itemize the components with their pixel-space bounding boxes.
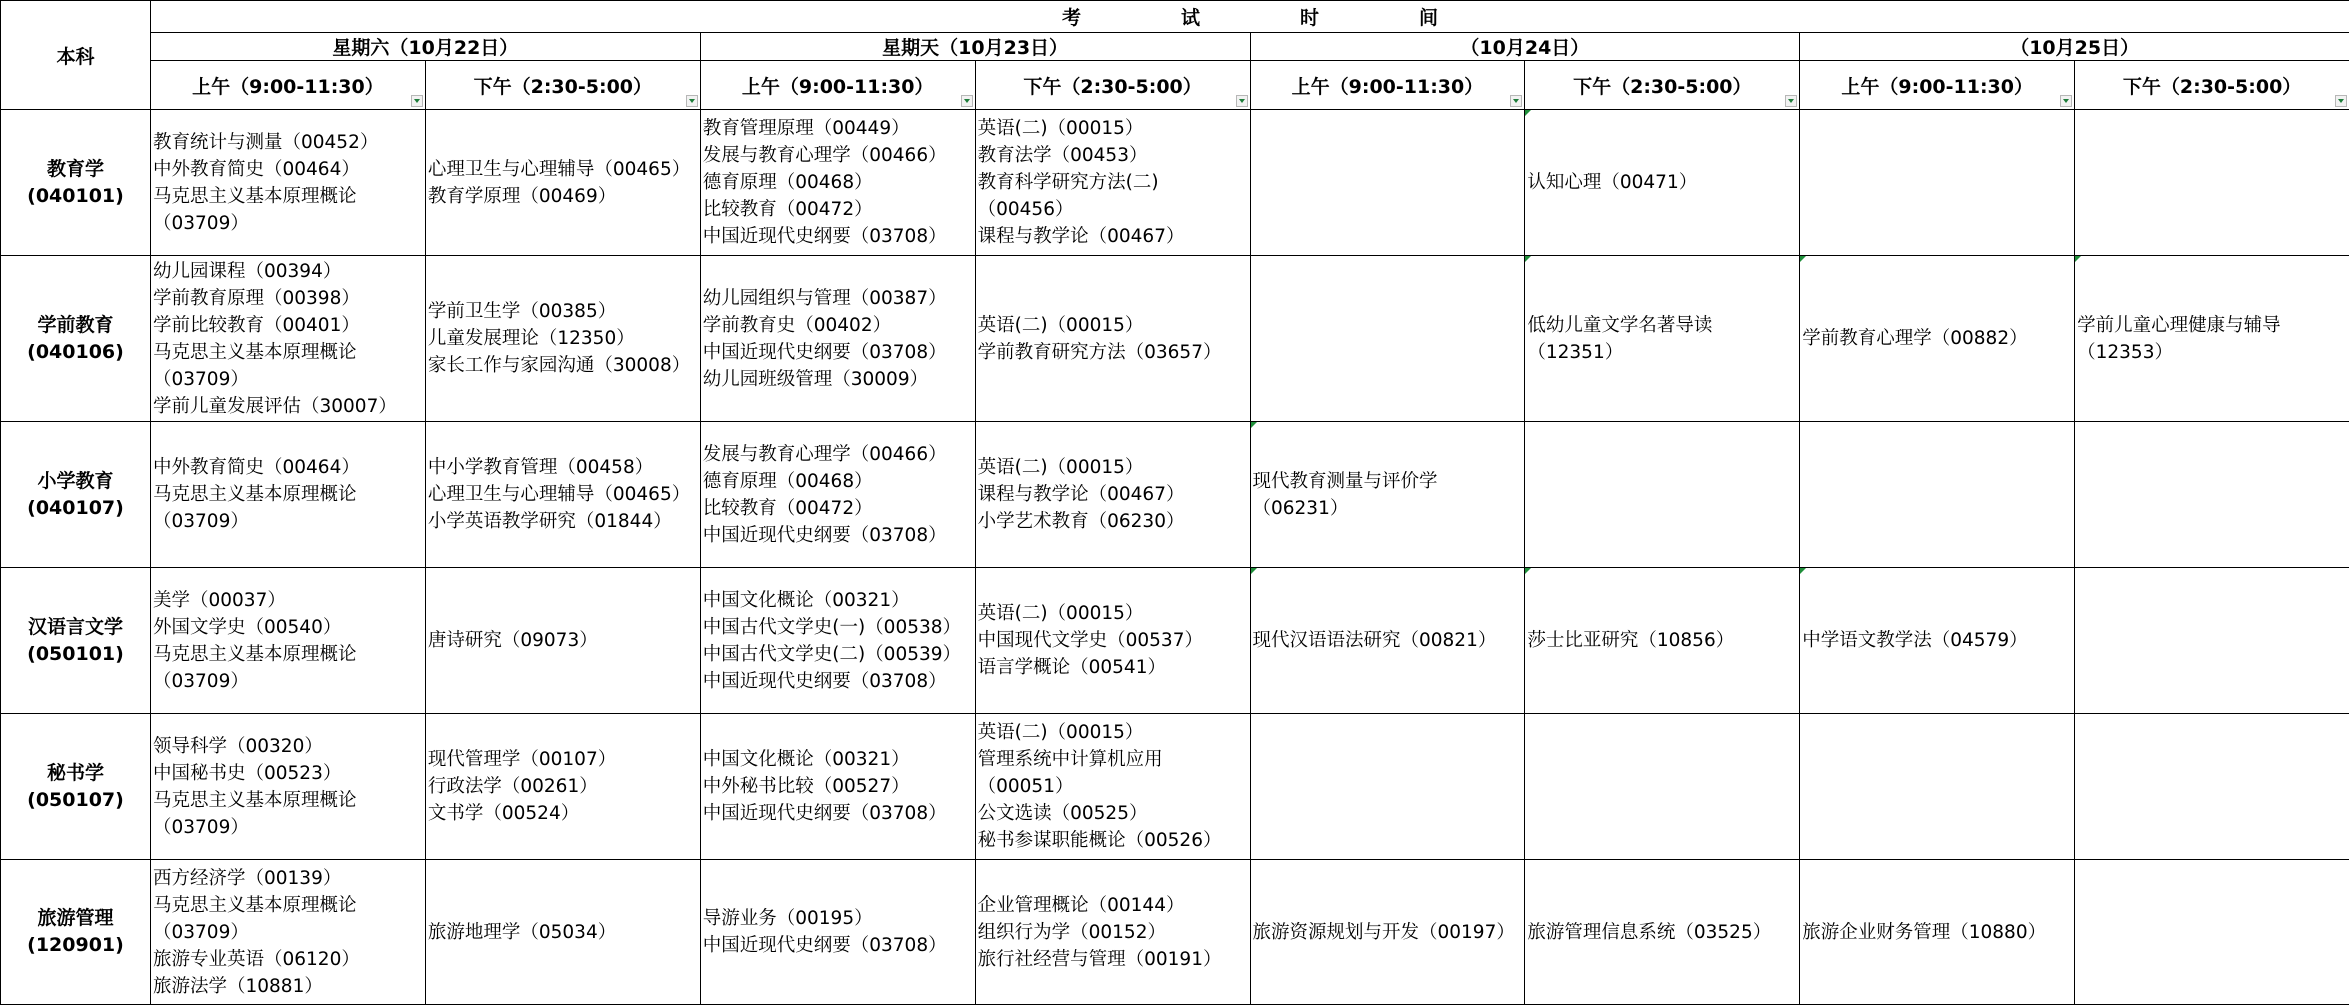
course-cell[interactable]	[151, 860, 426, 1005]
course-line: 学前儿童发展评估（30007）	[153, 395, 397, 417]
course-line: 马克思主义基本原理概论	[153, 643, 357, 665]
course-line: 中外秘书比较（00527）	[702, 776, 910, 797]
course-cell[interactable]	[975, 714, 1250, 860]
major-name-cell	[1, 110, 151, 256]
major-name-cell	[1, 256, 151, 422]
course-line: 幼儿园班级管理（30009）	[702, 368, 929, 390]
course-line: 中国古代文学史(二)（00539）	[702, 643, 962, 665]
comment-indicator-icon	[1800, 568, 1806, 574]
course-line: 中国古代文学史(一)（00538）	[702, 616, 962, 638]
slot-header-label: 下午（2:30-5:00）	[1023, 75, 1202, 98]
course-line: 西方经济学（00139）	[153, 867, 342, 889]
course-line: 学前教育史（00402）	[702, 314, 892, 336]
course-line: 低幼儿童文学名著导读	[1527, 314, 1713, 336]
course-cell[interactable]	[700, 860, 975, 1005]
table-row	[1, 568, 2349, 714]
table-row	[1, 110, 2349, 256]
course-cell[interactable]	[1250, 860, 1525, 1005]
day-header-sat: 星期六（10月22日）	[151, 33, 701, 61]
course-line: 中外教育简史（00464）	[153, 457, 360, 478]
major-name-cell	[1, 568, 151, 714]
filter-dropdown-icon[interactable]	[1785, 95, 1797, 107]
course-line: 管理系统中计算机应用	[977, 749, 1163, 770]
comment-indicator-icon	[1251, 568, 1257, 574]
course-line: 中国近现代史纲要（03708）	[702, 935, 947, 956]
title-char: 试	[1181, 7, 1201, 29]
day-header-oct25: （10月25日）	[1800, 33, 2349, 61]
comment-indicator-icon	[2075, 256, 2081, 262]
course-line: 教育法学（00453）	[977, 145, 1148, 166]
course-line: 导游业务（00195）	[702, 908, 873, 929]
course-line: 旅游法学（10881）	[153, 975, 323, 997]
course-cell[interactable]	[425, 860, 700, 1005]
course-line: 旅行社经营与管理（00191）	[977, 948, 1222, 970]
comment-indicator-icon	[1525, 110, 1531, 116]
course-line: 中国近现代史纲要（03708）	[702, 803, 947, 824]
course-line: 教育学原理（00469）	[427, 185, 617, 207]
course-line: 课程与教学论（00467）	[977, 484, 1185, 505]
course-line: 认知心理（00471）	[1527, 172, 1698, 193]
course-line: 莎士比亚研究（10856）	[1527, 630, 1735, 651]
course-line: 现代汉语语法研究（00821）	[1252, 630, 1497, 651]
course-cell[interactable]	[425, 714, 700, 860]
course-line: 文书学（00524）	[427, 803, 580, 824]
course-line: 儿童发展理论（12350）	[427, 328, 635, 349]
course-line: 马克思主义基本原理概论	[153, 341, 357, 363]
course-line: 英语(二)（00015）	[977, 118, 1144, 139]
course-cell[interactable]	[1250, 256, 1525, 422]
course-line: 中国近现代史纲要（03708）	[702, 226, 947, 247]
filter-dropdown-icon[interactable]	[961, 95, 973, 107]
course-cell[interactable]	[1250, 110, 1525, 256]
course-line: 家长工作与家园沟通（30008）	[427, 355, 691, 376]
course-line: （03709）	[153, 670, 249, 692]
course-line: 小学艺术教育（06230）	[977, 511, 1185, 532]
course-line: 中学语文教学法（04579）	[1802, 630, 2028, 651]
course-line: 现代管理学（00107）	[427, 749, 617, 770]
major-code: (040107)	[27, 496, 124, 519]
course-cell[interactable]	[151, 568, 426, 714]
table-row	[1, 714, 2349, 860]
course-cell[interactable]	[151, 256, 426, 422]
major-name: 学前教育	[37, 313, 114, 336]
comment-indicator-icon	[1525, 568, 1531, 574]
course-cell[interactable]	[1250, 568, 1525, 714]
major-column-header: 本科	[1, 1, 151, 110]
slot-header	[1800, 61, 2075, 110]
course-cell[interactable]	[2075, 714, 2349, 860]
course-line: 学前教育心理学（00882）	[1802, 328, 2028, 349]
course-cell[interactable]	[2075, 568, 2349, 714]
course-line: 中国秘书史（00523）	[153, 762, 342, 784]
course-line: 秘书参谋职能概论（00526）	[977, 830, 1222, 851]
course-cell[interactable]	[425, 110, 700, 256]
course-line: 英语(二)（00015）	[977, 722, 1144, 743]
course-cell[interactable]	[700, 422, 975, 568]
course-line: 中国文化概论（00321）	[702, 749, 910, 770]
filter-dropdown-icon[interactable]	[411, 95, 423, 107]
course-line: 领导科学（00320）	[153, 735, 323, 757]
slot-header	[975, 61, 1250, 110]
course-line: 教育管理原理（00449）	[702, 118, 910, 139]
course-cell[interactable]	[1800, 714, 2075, 860]
course-line: 中国近现代史纲要（03708）	[702, 341, 947, 363]
comment-indicator-icon	[1251, 422, 1257, 428]
course-line: （03709）	[153, 816, 249, 838]
course-cell[interactable]	[1525, 110, 1800, 256]
slot-header	[1250, 61, 1525, 110]
course-line: 学前教育研究方法（03657）	[977, 341, 1222, 363]
course-cell[interactable]	[1250, 714, 1525, 860]
course-line: 旅游资源规划与开发（00197）	[1252, 921, 1515, 943]
course-cell[interactable]	[1250, 422, 1525, 568]
course-line: 心理卫生与心理辅导（00465）	[427, 484, 691, 505]
course-line: （06231）	[1252, 497, 1349, 519]
course-line: 马克思主义基本原理概论	[153, 185, 357, 207]
course-line: 组织行为学（00152）	[977, 921, 1166, 943]
course-cell[interactable]	[975, 256, 1250, 422]
slot-header	[2075, 61, 2349, 110]
course-cell[interactable]	[1800, 568, 2075, 714]
course-line: 中国近现代史纲要（03708）	[702, 670, 947, 692]
course-line: 德育原理（00468）	[702, 470, 873, 492]
course-line: （03709）	[153, 511, 249, 532]
course-line: 幼儿园组织与管理（00387）	[702, 287, 947, 309]
course-line: 幼儿园课程（00394）	[153, 260, 342, 282]
course-line: 小学英语教学研究（01844）	[427, 511, 672, 532]
major-code: (120901)	[27, 934, 124, 956]
course-line: 企业管理概论（00144）	[977, 894, 1185, 916]
course-cell[interactable]	[425, 256, 700, 422]
slot-header	[700, 61, 975, 110]
course-cell[interactable]	[151, 110, 426, 256]
course-cell[interactable]	[2075, 256, 2349, 422]
course-cell[interactable]	[1525, 568, 1800, 714]
course-cell[interactable]	[1800, 256, 2075, 422]
slot-header	[151, 61, 426, 110]
course-cell[interactable]	[2075, 110, 2349, 256]
course-line: （03709）	[153, 368, 249, 390]
course-line: 行政法学（00261）	[427, 776, 598, 797]
course-line: （00456）	[977, 199, 1074, 220]
course-cell[interactable]	[975, 422, 1250, 568]
table-row	[1, 422, 2349, 568]
course-line: 学前儿童心理健康与辅导	[2077, 314, 2281, 336]
course-cell[interactable]	[2075, 860, 2349, 1005]
course-cell[interactable]	[1800, 860, 2075, 1005]
course-line: 比较教育（00472）	[702, 199, 873, 220]
slot-header	[1525, 61, 1800, 110]
slot-header-label: 下午（2:30-5:00）	[2122, 75, 2302, 98]
course-cell[interactable]	[1800, 110, 2075, 256]
slot-header-label: 下午（2:30-5:00）	[473, 75, 653, 98]
course-line: 学前教育原理（00398）	[153, 287, 360, 309]
course-line: （12353）	[2077, 341, 2173, 363]
course-line: 中外教育简史（00464）	[153, 158, 360, 180]
course-cell[interactable]	[700, 568, 975, 714]
major-code: (040106)	[27, 340, 124, 363]
course-cell[interactable]	[1525, 256, 1800, 422]
course-line: 唐诗研究（09073）	[427, 630, 598, 651]
course-line: （12351）	[1527, 341, 1624, 363]
course-cell[interactable]	[151, 422, 426, 568]
course-cell[interactable]	[700, 256, 975, 422]
course-line: 中国文化概论（00321）	[702, 589, 910, 611]
course-line: 中国近现代史纲要（03708）	[702, 524, 947, 546]
course-line: 心理卫生与心理辅导（00465）	[427, 158, 691, 180]
course-line: 德育原理（00468）	[702, 172, 873, 193]
course-line: 教育科学研究方法(二)	[977, 172, 1159, 193]
major-name: 汉语言文学	[27, 615, 123, 638]
exam-time-title	[151, 1, 2349, 33]
course-line: 旅游管理信息系统（03525）	[1527, 921, 1772, 943]
slot-header-label: 上午（9:00-11:30）	[192, 75, 384, 98]
day-header-sun: 星期天（10月23日）	[700, 33, 1250, 61]
course-line: 学前比较教育（00401）	[153, 314, 360, 336]
course-line: 美学（00037）	[153, 589, 286, 611]
course-line: （03709）	[153, 921, 249, 943]
course-line: 马克思主义基本原理概论	[153, 484, 357, 505]
course-line: 教育统计与测量（00452）	[153, 131, 379, 153]
major-code: (050101)	[27, 642, 124, 665]
course-cell[interactable]	[1525, 422, 1800, 568]
major-name-cell	[1, 422, 151, 568]
slot-header-label: 下午（2:30-5:00）	[1573, 75, 1752, 98]
course-cell[interactable]	[975, 110, 1250, 256]
course-line: 马克思主义基本原理概论	[153, 789, 357, 811]
filter-dropdown-icon[interactable]	[2060, 95, 2072, 107]
course-line: （03709）	[153, 212, 249, 234]
major-name: 秘书学	[46, 761, 104, 784]
slot-header-label: 上午（9:00-11:30）	[741, 75, 934, 98]
course-line: （00051）	[977, 776, 1074, 797]
slot-header	[425, 61, 700, 110]
course-line: 外国文学史（00540）	[153, 616, 342, 638]
slot-header-label: 上午（9:00-11:30）	[1841, 75, 2033, 98]
course-line: 英语(二)（00015）	[977, 314, 1144, 336]
comment-indicator-icon	[1800, 256, 1806, 262]
course-line: 旅游企业财务管理（10880）	[1802, 921, 2047, 943]
title-char: 间	[1419, 7, 1439, 29]
course-cell[interactable]	[1800, 422, 2075, 568]
course-line: 语言学概论（00541）	[977, 657, 1166, 678]
major-name: 教育学	[46, 157, 104, 180]
course-line: 马克思主义基本原理概论	[153, 894, 357, 916]
title-char: 考	[1062, 7, 1082, 29]
course-line: 英语(二)（00015）	[977, 457, 1144, 478]
major-code: (040101)	[27, 184, 124, 207]
major-code: (050107)	[27, 788, 124, 811]
slot-header-label: 上午（9:00-11:30）	[1291, 75, 1484, 98]
course-line: 学前卫生学（00385）	[427, 301, 617, 322]
course-cell[interactable]	[1525, 714, 1800, 860]
course-cell[interactable]	[425, 568, 700, 714]
table-row	[1, 860, 2349, 1005]
major-name-cell	[1, 860, 151, 1005]
course-cell[interactable]	[151, 714, 426, 860]
course-line: 课程与教学论（00467）	[977, 226, 1185, 247]
course-line: 发展与教育心理学（00466）	[702, 443, 947, 465]
course-cell[interactable]	[425, 422, 700, 568]
filter-dropdown-icon[interactable]	[1510, 95, 1522, 107]
day-header-oct24: （10月24日）	[1250, 33, 1800, 61]
course-line: 中小学教育管理（00458）	[427, 457, 654, 478]
comment-indicator-icon	[1525, 256, 1531, 262]
course-line: 英语(二)（00015）	[977, 603, 1144, 624]
course-line: 旅游专业英语（06120）	[153, 948, 360, 970]
filter-dropdown-icon[interactable]	[1236, 95, 1248, 107]
course-cell[interactable]	[1525, 860, 1800, 1005]
filter-dropdown-icon[interactable]	[2335, 95, 2347, 107]
major-name-cell	[1, 714, 151, 860]
course-line: 中国现代文学史（00537）	[977, 630, 1203, 651]
course-line: 现代教育测量与评价学	[1252, 470, 1438, 492]
course-line: 旅游地理学（05034）	[427, 921, 617, 943]
major-name: 小学教育	[37, 469, 114, 492]
table-row	[1, 256, 2349, 422]
course-cell[interactable]	[2075, 422, 2349, 568]
filter-dropdown-icon[interactable]	[686, 95, 698, 107]
major-name: 旅游管理	[37, 907, 114, 929]
course-cell[interactable]	[700, 714, 975, 860]
course-cell[interactable]	[975, 860, 1250, 1005]
course-line: 比较教育（00472）	[702, 497, 873, 519]
course-cell[interactable]	[700, 110, 975, 256]
title-char: 时	[1300, 7, 1320, 29]
course-line: 发展与教育心理学（00466）	[702, 145, 947, 166]
course-line: 公文选读（00525）	[977, 803, 1148, 824]
course-cell[interactable]	[975, 568, 1250, 714]
